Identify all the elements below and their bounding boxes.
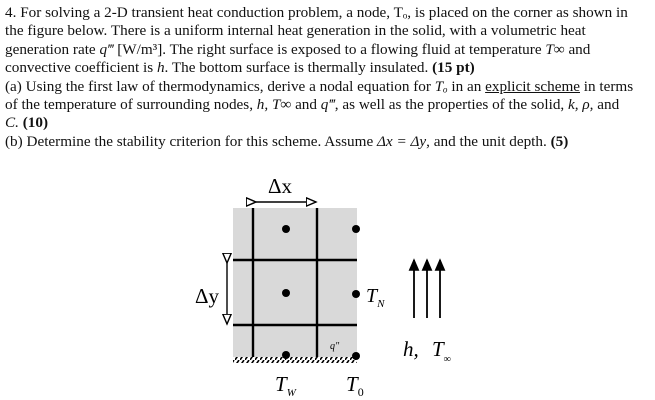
h-label: h,: [403, 337, 419, 361]
explicit-scheme: explicit scheme: [485, 78, 580, 95]
tn-label: $T_N$: [366, 285, 385, 310]
text: [W/m³]. The right surface is exposed to a flowing fluid at temperature: [113, 41, 546, 58]
dx-label: Δx: [268, 174, 293, 198]
text: in an: [447, 78, 486, 95]
text: and: [593, 96, 620, 113]
symbols: h, T∞: [256, 96, 292, 113]
text: and: [564, 41, 591, 58]
text: 4. For solving a 2-D transient heat conduction problem, a node, Tₒ, is placed on the corner as shown in: [5, 4, 628, 21]
tinf-label: $T_\infty$: [432, 337, 451, 365]
text: of the temperature of surrounding nodes,: [5, 96, 257, 113]
text: the figure below. There is a uniform internal heat generation in the solid, with a volumetric heat: [5, 22, 586, 39]
dy-label: Δy: [195, 284, 220, 308]
q-label: q": [330, 341, 340, 352]
text: , and the unit depth.: [426, 133, 551, 150]
points: (15 pt): [432, 59, 475, 76]
text: . The bottom surface is thermally insulated.: [164, 59, 433, 76]
insulated-boundary: [233, 357, 357, 363]
h-symbol: h: [156, 59, 165, 76]
symbols: k, ρ,: [568, 96, 594, 113]
q-symbol: q‴: [320, 96, 335, 113]
flow-arrows: [414, 260, 440, 318]
text: (b) Determine the stability criterion for this scheme. Assume: [5, 133, 377, 150]
text: , as well as the properties of the solid,: [334, 96, 569, 113]
text: (a) Using the first law of thermodynamics, derive a nodal equation for: [5, 78, 435, 95]
c-symbol: C.: [5, 114, 19, 131]
text: and: [291, 96, 321, 113]
solid-region: [233, 208, 357, 357]
t0-symbol: Tₒ: [434, 78, 448, 95]
dx-dy: Δx = Δy: [377, 133, 427, 150]
t0-label: $T_0$: [346, 372, 364, 399]
text: convective coefficient is: [5, 59, 157, 76]
points: (5): [550, 133, 569, 150]
q-symbol: q‴: [99, 41, 114, 58]
tw-label: $T_W$: [275, 372, 296, 399]
tinf-symbol: T∞: [545, 41, 565, 58]
points: (10): [18, 114, 49, 131]
text: generation rate: [5, 41, 100, 58]
text: in terms: [580, 78, 634, 95]
